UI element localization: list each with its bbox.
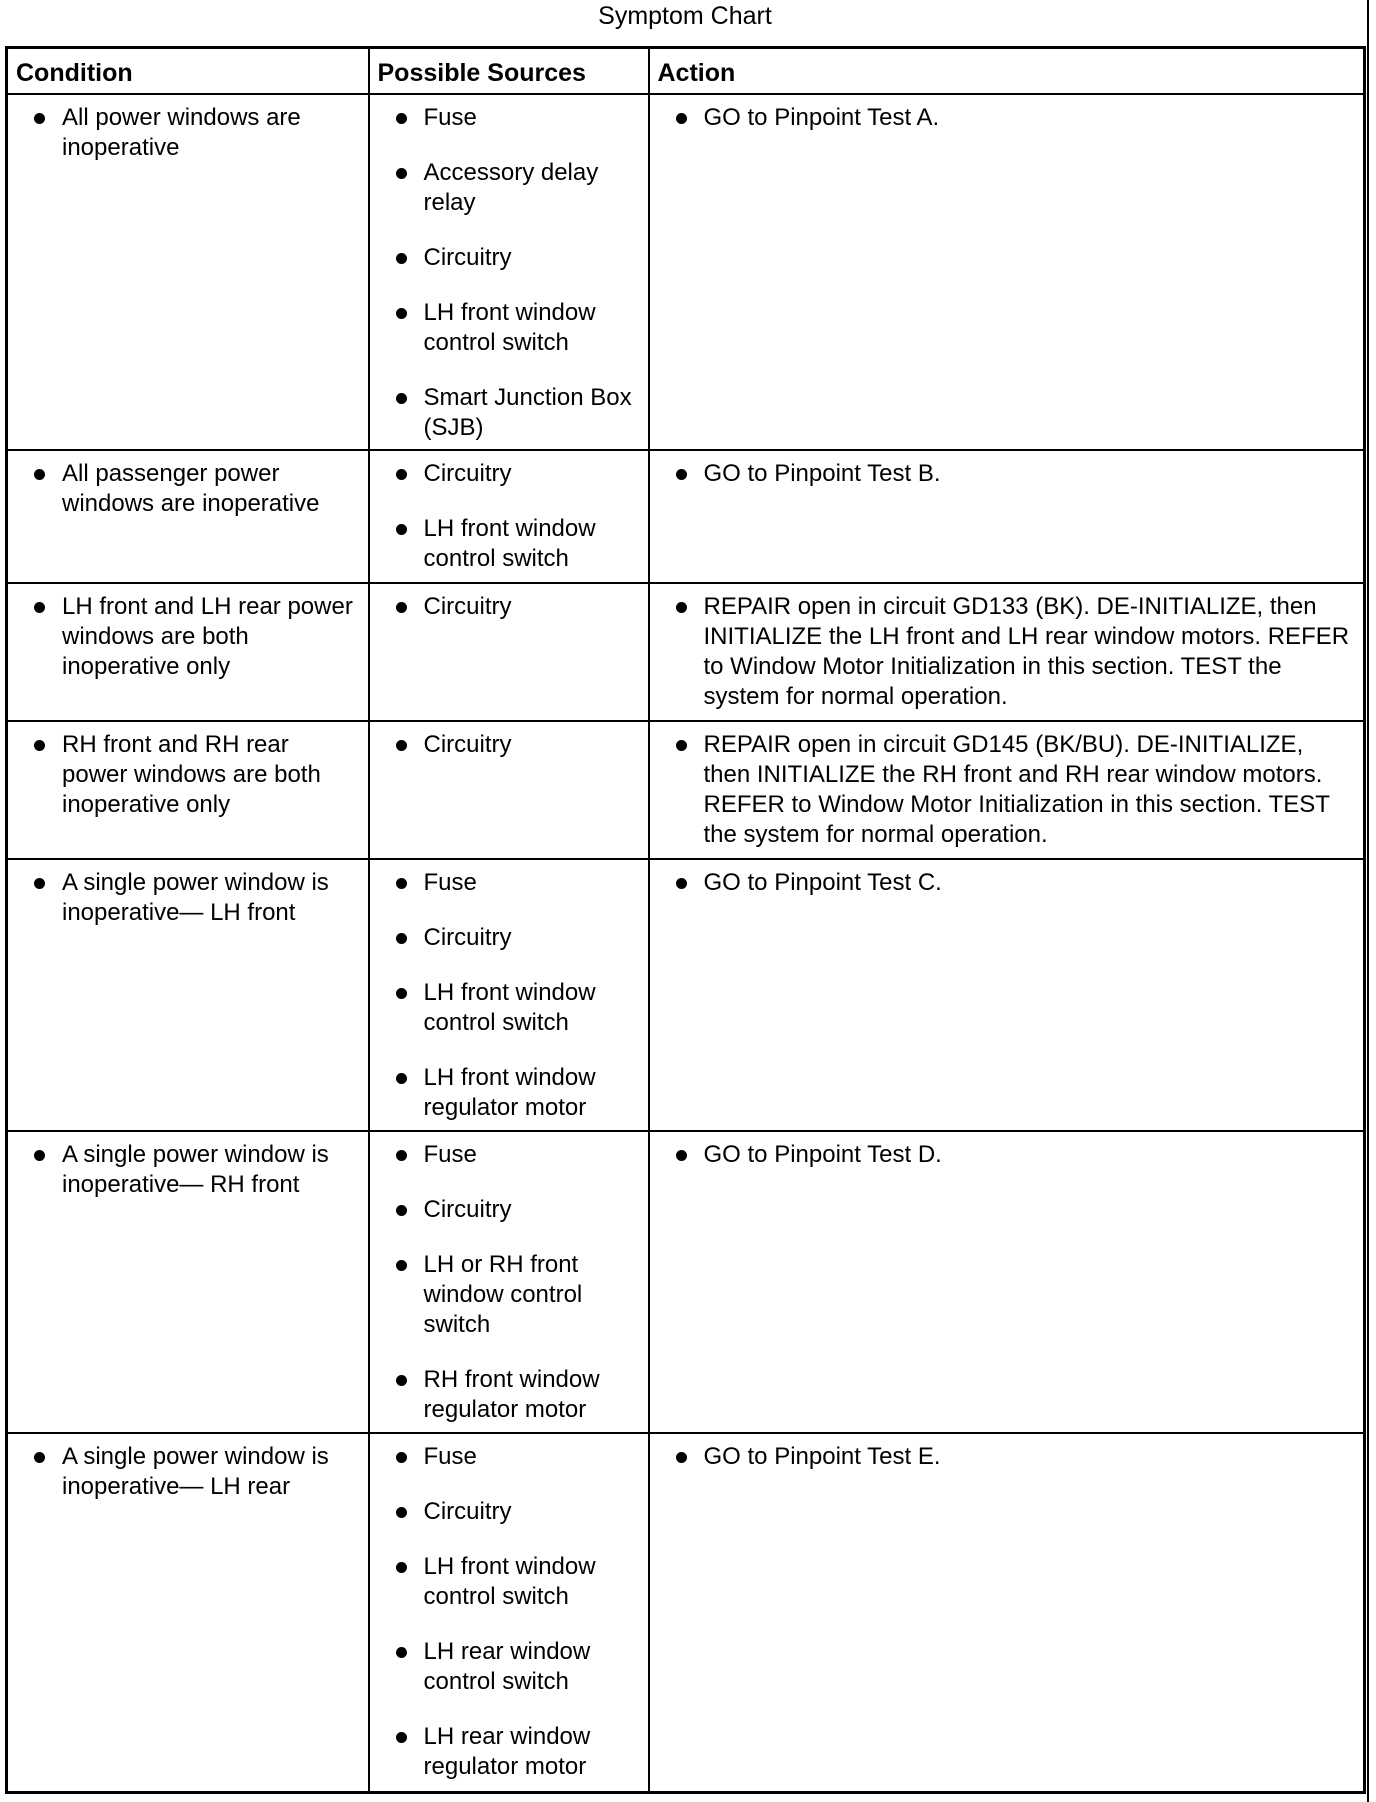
list-item [34, 1442, 356, 1502]
bullet-icon [676, 113, 687, 124]
table-row [7, 1131, 1365, 1433]
source-text: LH front window control switch [423, 514, 596, 572]
bullet-icon [396, 168, 407, 179]
bullet-icon [396, 1375, 407, 1386]
bullet-icon [34, 1452, 45, 1463]
table-row [7, 721, 1365, 859]
column-header-action: Action [649, 48, 1365, 94]
sources-cell [369, 1131, 649, 1433]
sources-cell [369, 94, 649, 450]
action-text: GO to Pinpoint Test E. [703, 1442, 941, 1470]
source-text: Circuitry [423, 592, 512, 620]
source-text: LH front window control switch [423, 1552, 596, 1610]
bullet-icon [676, 469, 687, 480]
source-text: Fuse [423, 1442, 477, 1470]
list-item [396, 1140, 636, 1170]
action-cell [649, 450, 1365, 583]
list-item [396, 1637, 636, 1697]
action-cell [649, 859, 1365, 1131]
action-cell [649, 721, 1365, 859]
action-text: GO to Pinpoint Test C. [703, 868, 942, 896]
bullet-icon [396, 469, 407, 480]
bullet-icon [676, 878, 687, 889]
action-cell [649, 1433, 1365, 1793]
condition-text: A single power window is inoperative— LH front [62, 868, 329, 926]
list-item [396, 1552, 636, 1612]
action-text: REPAIR open in circuit GD145 (BK/BU). DE-INITIALIZE, then INITIALIZE the RH front and RH rear window motors. REFER to Window Motor Initialization in this section. TEST the system for normal operation. [703, 730, 1330, 848]
list-item [396, 923, 636, 953]
list-item [396, 1195, 636, 1225]
bullet-icon [396, 393, 407, 404]
list-item [396, 298, 636, 358]
table-row [7, 94, 1365, 450]
sources-cell [369, 859, 649, 1131]
source-text: Circuitry [423, 459, 512, 487]
table-row [7, 450, 1365, 583]
bullet-icon [396, 308, 407, 319]
right-border-rule [1367, 0, 1369, 1802]
list-item [396, 1063, 636, 1123]
sources-cell [369, 450, 649, 583]
list-item [676, 868, 1352, 898]
sources-cell [369, 583, 649, 721]
action-text: GO to Pinpoint Test B. [703, 459, 941, 487]
list-item [34, 103, 356, 163]
list-item [396, 1497, 636, 1527]
bullet-icon [396, 933, 407, 944]
condition-cell [7, 859, 369, 1131]
list-item [34, 868, 356, 928]
action-text: GO to Pinpoint Test D. [703, 1140, 942, 1168]
source-text: LH front window control switch [423, 978, 596, 1036]
table-header-row [7, 48, 1365, 94]
action-cell [649, 94, 1365, 450]
condition-cell [7, 450, 369, 583]
table-body [7, 94, 1365, 1793]
table-row [7, 859, 1365, 1131]
source-text: LH rear window regulator motor [423, 1722, 591, 1780]
bullet-icon [676, 602, 687, 613]
list-item [34, 592, 356, 682]
list-item [396, 868, 636, 898]
column-header-possible-sources: Possible Sources [369, 48, 649, 94]
bullet-icon [34, 1150, 45, 1161]
source-text: Fuse [423, 1140, 477, 1168]
bullet-icon [676, 1150, 687, 1161]
bullet-icon [396, 1073, 407, 1084]
list-item [34, 1140, 356, 1200]
list-item [396, 730, 636, 760]
source-text: Circuitry [423, 1195, 512, 1223]
list-item [396, 158, 636, 218]
action-cell [649, 583, 1365, 721]
bullet-icon [396, 1562, 407, 1573]
source-text: Circuitry [423, 730, 512, 758]
list-item [676, 103, 1352, 133]
list-item [396, 1442, 636, 1472]
bullet-icon [396, 740, 407, 751]
condition-cell [7, 721, 369, 859]
bullet-icon [396, 1205, 407, 1216]
source-text: LH or RH front window control switch [423, 1250, 583, 1338]
source-text: LH front window control switch [423, 298, 596, 356]
condition-cell [7, 583, 369, 721]
source-text: LH front window regulator motor [423, 1063, 596, 1121]
bullet-icon [396, 1507, 407, 1518]
bullet-icon [396, 878, 407, 889]
bullet-icon [396, 253, 407, 264]
bullet-icon [34, 469, 45, 480]
bullet-icon [396, 988, 407, 999]
list-item [396, 459, 636, 489]
page-title: Symptom Chart [598, 2, 772, 30]
bullet-icon [396, 1732, 407, 1743]
list-item [676, 730, 1352, 850]
symptom-table [5, 46, 1366, 1794]
bullet-icon [396, 1260, 407, 1271]
action-cell [649, 1131, 1365, 1433]
list-item [676, 1140, 1352, 1170]
sources-cell [369, 721, 649, 859]
condition-text: LH front and LH rear power windows are both inoperative only [62, 592, 353, 680]
bullet-icon [34, 878, 45, 889]
bullet-icon [396, 602, 407, 613]
source-text: LH rear window control switch [423, 1637, 591, 1695]
list-item [396, 1722, 636, 1782]
condition-cell [7, 1131, 369, 1433]
list-item [34, 459, 356, 519]
column-header-condition: Condition [7, 48, 369, 94]
source-text: Fuse [423, 103, 477, 131]
list-item [396, 103, 636, 133]
condition-text: A single power window is inoperative— RH front [62, 1140, 329, 1198]
condition-text: RH front and RH rear power windows are both inoperative only [62, 730, 321, 818]
source-text: Accessory delay relay [423, 158, 599, 216]
bullet-icon [676, 740, 687, 751]
list-item [676, 1442, 1352, 1472]
condition-text: All power windows are inoperative [62, 103, 301, 161]
list-item [396, 978, 636, 1038]
source-text: RH front window regulator motor [423, 1365, 600, 1423]
list-item [676, 459, 1352, 489]
list-item [396, 1365, 636, 1425]
list-item [396, 383, 636, 443]
condition-text: A single power window is inoperative— LH rear [62, 1442, 329, 1500]
action-text: GO to Pinpoint Test A. [703, 103, 940, 131]
list-item [396, 1250, 636, 1340]
bullet-icon [396, 1647, 407, 1658]
source-text: Circuitry [423, 243, 512, 271]
bullet-icon [396, 1150, 407, 1161]
list-item [396, 592, 636, 622]
bullet-icon [676, 1452, 687, 1463]
sources-cell [369, 1433, 649, 1793]
source-text: Circuitry [423, 1497, 512, 1525]
list-item [396, 514, 636, 574]
bullet-icon [396, 113, 407, 124]
bullet-icon [34, 113, 45, 124]
table-row [7, 1433, 1365, 1793]
condition-cell [7, 1433, 369, 1793]
source-text: Fuse [423, 868, 477, 896]
bullet-icon [34, 602, 45, 613]
list-item [396, 243, 636, 273]
list-item [676, 592, 1352, 712]
bullet-icon [34, 740, 45, 751]
condition-text: All passenger power windows are inoperative [62, 459, 320, 517]
action-text: REPAIR open in circuit GD133 (BK). DE-INITIALIZE, then INITIALIZE the LH front and LH rear window motors. REFER to Window Motor Initialization in this section. TEST the system for normal operation. [703, 592, 1350, 710]
list-item [34, 730, 356, 820]
condition-cell [7, 94, 369, 450]
source-text: Circuitry [423, 923, 512, 951]
bullet-icon [396, 524, 407, 535]
bullet-icon [396, 1452, 407, 1463]
source-text: Smart Junction Box (SJB) [423, 383, 632, 441]
table-row [7, 583, 1365, 721]
